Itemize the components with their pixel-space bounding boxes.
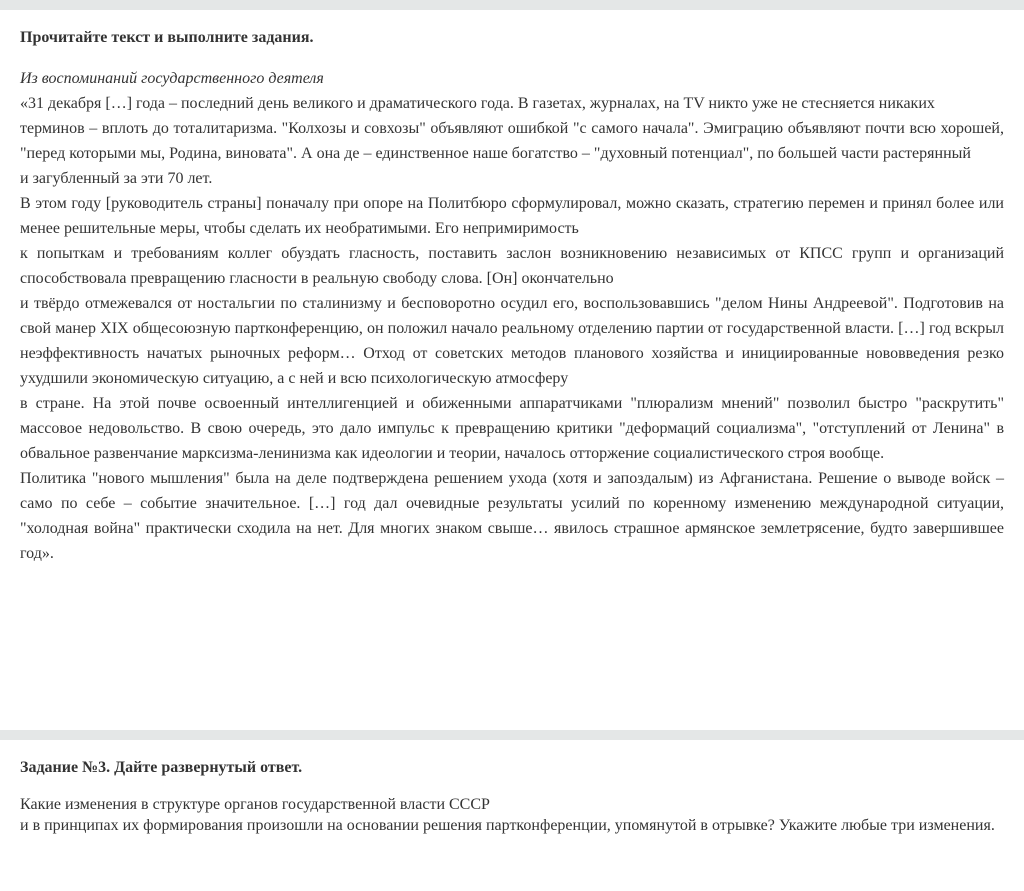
passage-paragraph: к попыткам и требованиям коллег обуздать гласность, поставить заслон возникновению независимых от КПСС групп и организаций способствовала превращению гласности в реальную свободу слова. [Он] окончательно <box>20 245 1004 287</box>
passage-paragraph: «31 декабря […] года – последний день великого и драматического года. В газетах, журналах, на TV никто уже не стесняется никаких <box>20 95 935 112</box>
question-heading: Задание №3. Дайте развернутый ответ. <box>20 759 303 776</box>
passage-paragraph: В этом году [руководитель страны] поначалу при опоре на Политбюро сформулировал, можно сказать, стратегию перемен и принял более или менее решительные меры, чтобы сделать их необратимыми. Его непримиримость <box>20 195 1004 237</box>
reading-task-card <box>20 27 1004 566</box>
passage-paragraph: терминов – вплоть до тоталитаризма. "Колхозы и совхозы" объявляют ошибкой "с самого начала". Эмиграцию объявляют почти всю хорошей, "перед которыми мы, Родина, виновата". А она де – единственное наше богатство – "духовный потенциал", по большей части растерянный <box>20 120 1004 162</box>
section-divider-bar <box>0 730 1024 740</box>
passage-paragraph: и твёрдо отмежевался от ностальгии по сталинизму и бесповоротно осудил его, воспользовавшись "делом Нины Андреевой". Подготовив на свой манер XIX общесоюзную партконференцию, он положил начало реальному отделению партии от государственной власти. […] год вскрыл неэффективность начатых рыночных реформ… Отход от советских методов планового хозяйства и инициированные нововведения резко ухудшили экономическую ситуацию, а с ней и всю психологическую атмосферу <box>20 295 1004 387</box>
passage-paragraph: Политика "нового мышления" была на деле подтверждена решением ухода (хотя и запоздалым) из Афганистана. Решение о выводе войск – само по себе – событие значительное. […] год дал очевидные результаты усилий по коренному изменению международной ситуации, "холодная война" практически сходила на нет. Для многих знаком свыше… явилось страшное армянское землетрясение, будто завершившее год». <box>20 470 1004 562</box>
task-heading: Прочитайте текст и выполните задания. <box>20 29 314 46</box>
top-divider-bar <box>0 0 1024 10</box>
source-label: Из воспоминаний государственного деятеля <box>20 70 324 87</box>
question-line: и в принципах их формирования произошли на основании решения партконференции, упомянутой в отрывке? Укажите любые три изменения. <box>20 817 995 834</box>
question-task-card <box>20 757 1004 836</box>
question-line: Какие изменения в структуре органов государственной власти СССР <box>20 796 490 813</box>
memoir-passage <box>20 91 1004 566</box>
question-text <box>20 794 1004 836</box>
passage-paragraph: и загубленный за эти 70 лет. <box>20 170 213 187</box>
passage-paragraph: в стране. На этой почве освоенный интеллигенцией и обиженными аппаратчиками "плюрализм мнений" позволил быстро "раскрутить" массовое недовольство. В свою очередь, это дало импульс к превращению критики "деформаций социализма", "отступлений от Ленина" в обвальное развенчание марксизма-ленинизма как идеологии и теории, началось отторжение социалистического строя вообще. <box>20 395 1004 462</box>
